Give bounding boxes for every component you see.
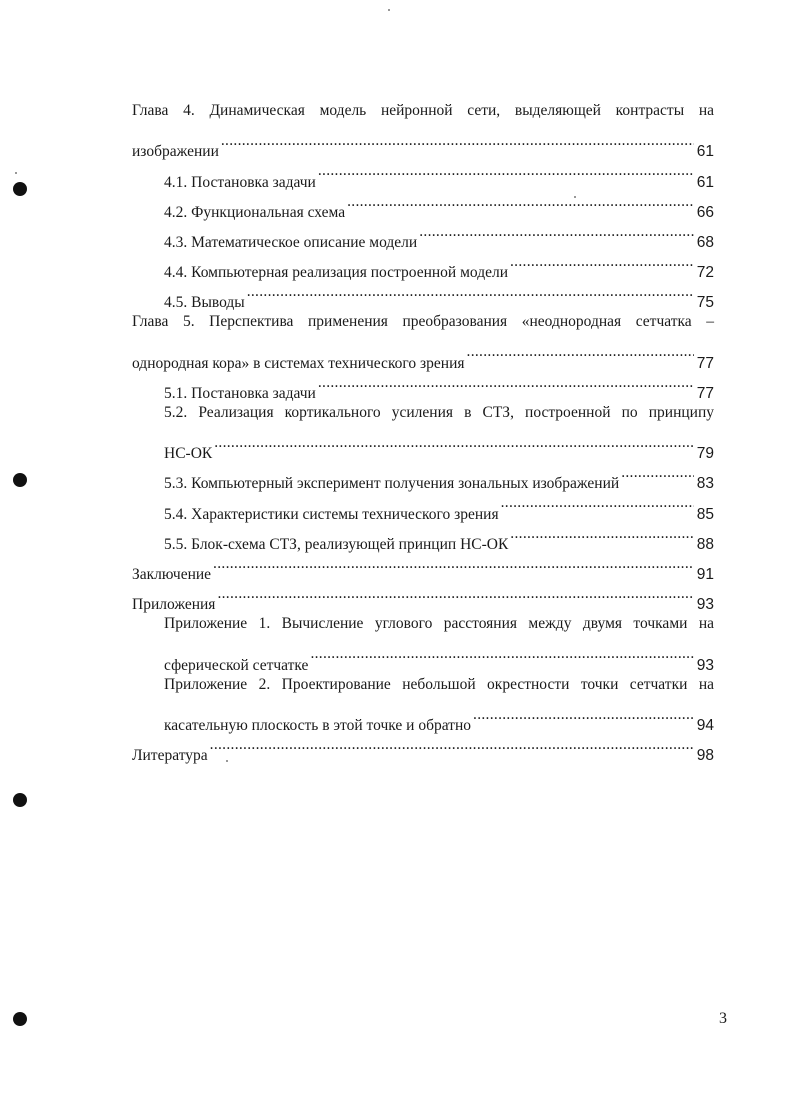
toc-leader-dots xyxy=(419,217,694,247)
table-of-contents xyxy=(132,96,714,765)
toc-entry[interactable] xyxy=(132,639,714,674)
scan-speck xyxy=(226,760,228,762)
toc-entry-title: 4.1. Постановка задачи xyxy=(164,173,316,191)
toc-entry-title: однородная кора» в системах технического зрения xyxy=(132,354,465,372)
toc-entry[interactable] xyxy=(132,338,714,372)
toc-leader-dots xyxy=(247,277,694,307)
toc-entry-title: Литература xyxy=(132,747,208,765)
toc-page-number: 68 xyxy=(696,233,714,251)
toc-entry[interactable] xyxy=(132,579,714,614)
toc-leader-dots xyxy=(510,247,694,277)
toc-page-number: 93 xyxy=(696,656,714,674)
toc-page-number: 83 xyxy=(696,475,714,493)
toc-entry-heading xyxy=(132,670,714,700)
toc-chapter-4-title: Глава 4. Динамическая модель нейронной сети, выделяющей контрасты на xyxy=(132,102,714,119)
toc-leader-dots xyxy=(467,338,694,368)
toc-page-number: 79 xyxy=(696,445,714,463)
toc-leader-dots xyxy=(221,126,694,156)
toc-entry-title-line: 5.2. Реализация кортикального усиления в СТЗ, построенной по принципу xyxy=(164,403,714,421)
toc-chapter-5-title: Глава 5. Перспектива применения преобразования «неоднородная сетчатка – xyxy=(132,313,714,331)
toc-entry-title: 4.4. Компьютерная реализация построенной модели xyxy=(164,264,508,282)
toc-leader-dots xyxy=(510,519,693,549)
toc-page-number: 77 xyxy=(696,384,714,402)
toc-entry-title: Приложения xyxy=(132,596,216,614)
toc-page-number: 72 xyxy=(696,264,714,282)
binder-hole-icon xyxy=(13,182,27,196)
binder-hole-icon xyxy=(13,473,27,487)
toc-page-number: 61 xyxy=(696,173,714,191)
toc-entry-title: НС-ОК xyxy=(164,445,213,463)
toc-entry[interactable] xyxy=(132,126,714,161)
toc-page-number: 88 xyxy=(696,535,714,553)
toc-entry-heading xyxy=(132,609,714,639)
scan-speck xyxy=(15,172,17,174)
toc-leader-dots xyxy=(210,730,694,760)
toc-page-number: 91 xyxy=(696,566,714,583)
toc-entry-title: 4.5. Выводы xyxy=(164,294,245,312)
toc-entry[interactable] xyxy=(132,730,714,765)
toc-entry-title: Заключение xyxy=(132,566,212,583)
toc-page-number: 93 xyxy=(696,596,714,614)
toc-entry[interactable] xyxy=(132,156,714,191)
toc-chapter-4-heading xyxy=(132,96,714,126)
toc-entry-heading xyxy=(132,398,714,428)
toc-entry[interactable] xyxy=(132,700,714,734)
binder-hole-icon xyxy=(13,1012,27,1026)
toc-page-number: 75 xyxy=(696,294,714,312)
toc-entry-title: 4.3. Математическое описание модели xyxy=(164,233,418,251)
toc-page-number: 66 xyxy=(696,203,714,221)
toc-page-number: 98 xyxy=(696,747,714,765)
toc-leader-dots xyxy=(318,156,694,186)
toc-entry-title-line: Приложение 1. Вычисление углового расстояния между двумя точками на xyxy=(164,615,714,633)
toc-entry-title-line: Приложение 2. Проектирование небольшой окрестности точки сетчатки на xyxy=(164,675,714,693)
toc-leader-dots xyxy=(473,700,694,730)
toc-entry-title: 4.2. Функциональная схема xyxy=(164,203,346,221)
toc-entry[interactable] xyxy=(132,428,714,463)
toc-entry[interactable] xyxy=(132,549,714,583)
toc-leader-dots xyxy=(501,488,694,518)
toc-entry-title: сферической сетчатке xyxy=(164,656,309,674)
toc-leader-dots xyxy=(310,639,693,669)
toc-leader-dots xyxy=(217,579,693,609)
toc-leader-dots xyxy=(214,428,694,458)
toc-entry[interactable] xyxy=(132,458,714,493)
toc-entry-title: 5.5. Блок-схема СТЗ, реализующей принцип НС-ОК xyxy=(164,535,509,553)
binder-hole-icon xyxy=(13,793,27,807)
toc-leader-dots xyxy=(318,368,694,398)
toc-page-number: 61 xyxy=(696,143,714,161)
scan-speck xyxy=(388,9,390,11)
toc-page-number: 77 xyxy=(696,354,714,372)
page-number: 3 xyxy=(719,1010,727,1027)
toc-leader-dots xyxy=(213,549,694,579)
toc-page-number: 85 xyxy=(696,505,714,523)
toc-entry-title: касательную плоскость в этой точке и обратно xyxy=(164,716,472,734)
toc-page-number: 94 xyxy=(696,716,714,734)
toc-leader-dots xyxy=(347,187,694,217)
toc-entry-title: изображении xyxy=(132,143,219,161)
toc-entry-title: 5.3. Компьютерный эксперимент получения зональных изображений xyxy=(164,475,620,493)
toc-entry-title: 5.4. Характеристики системы технического зрения xyxy=(164,505,499,523)
toc-entry-title: 5.1. Постановка задачи xyxy=(164,384,316,402)
toc-chapter-5-heading xyxy=(132,307,714,337)
toc-leader-dots xyxy=(621,458,694,488)
